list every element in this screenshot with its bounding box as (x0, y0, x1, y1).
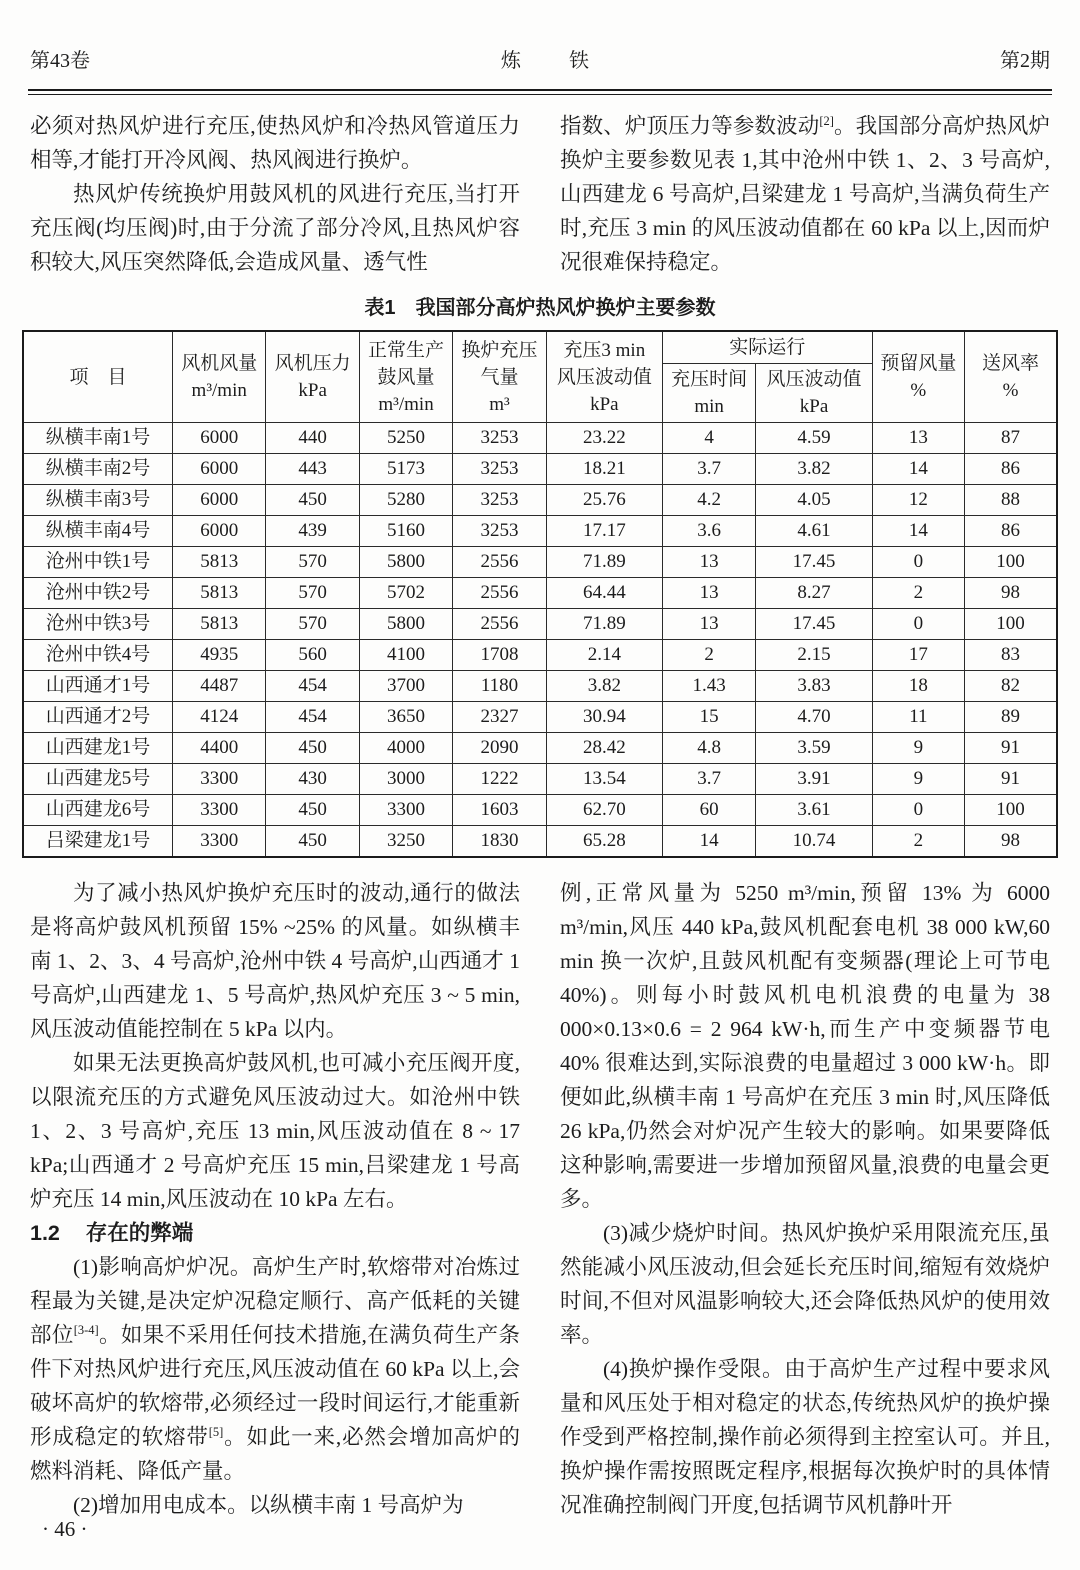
table-cell: 1180 (453, 671, 546, 702)
table-cell: 454 (266, 671, 359, 702)
table-cell: 443 (266, 454, 359, 485)
table-cell: 560 (266, 640, 359, 671)
table-cell: 3700 (359, 671, 452, 702)
table-cell: 5813 (173, 578, 266, 609)
column-header-fan-flow: 风机风量 m³/min (173, 331, 266, 423)
table-cell: 13 (662, 578, 755, 609)
row-label: 沧州中铁1号 (23, 547, 173, 578)
journal-title: 炼 铁 (501, 50, 603, 72)
column-header-actual-fluct: 风压波动值 kPa (756, 364, 872, 423)
table-cell: 440 (266, 423, 359, 454)
table-cell: 570 (266, 547, 359, 578)
table-cell: 2090 (453, 733, 546, 764)
table-cell: 13 (662, 547, 755, 578)
table-cell: 4487 (173, 671, 266, 702)
table-cell: 60 (662, 795, 755, 826)
table-cell: 2 (662, 640, 755, 671)
column-header-delivery-rate: 送风率 % (965, 331, 1057, 423)
table-cell: 1603 (453, 795, 546, 826)
table-row (23, 733, 1057, 764)
table-row (23, 454, 1057, 485)
table-cell: 439 (266, 516, 359, 547)
table-cell: 430 (266, 764, 359, 795)
paragraph: 如果无法更换高炉鼓风机,也可减小充压阀开度,以限流充压的方式避免风压波动过大。如沧州中铁 1、2、3 号高炉,充压 13 min,风压波动值在 8 ~ 17 kPa;山西通才 2 号高炉充压 15 min,吕梁建龙 1 号高炉充压 14 min,风压波动在 10 kPa 左右。 (30, 1051, 520, 1211)
row-label: 山西建龙1号 (23, 733, 173, 764)
paragraph: (1)影响高炉炉况。高炉生产时,软熔带对冶炼过程最为关键,是决定炉况稳定顺行、高产低耗的关键部位[3-4]。如果不采用任何技术措施,在满负荷生产条件下对热风炉进行充压,风压波动值在 60 kPa 以上,会破坏高炉的软熔带,必须经过一段时间运行,才能重新形成稳定的软熔带[5]。如此一来,必然会增加高炉的燃料消耗、降低产量。 (30, 1255, 520, 1483)
column-header-actual-time: 充压时间 min (662, 364, 755, 423)
row-label: 纵横丰南1号 (23, 423, 173, 454)
table-cell: 89 (965, 702, 1057, 733)
row-label: 沧州中铁4号 (23, 640, 173, 671)
table-body (23, 423, 1057, 858)
table-cell: 0 (872, 547, 964, 578)
table-cell: 5250 (359, 423, 452, 454)
table-cell: 3253 (453, 454, 546, 485)
row-label: 纵横丰南3号 (23, 485, 173, 516)
table-cell: 28.42 (546, 733, 662, 764)
table-cell: 4.2 (662, 485, 755, 516)
journal-running-head (0, 0, 1080, 79)
table-cell: 3.61 (756, 795, 872, 826)
table-cell: 2556 (453, 609, 546, 640)
table-cell: 10.74 (756, 826, 872, 858)
table-cell: 5813 (173, 609, 266, 640)
table-cell: 3650 (359, 702, 452, 733)
table-cell: 2.15 (756, 640, 872, 671)
table-cell: 4.05 (756, 485, 872, 516)
body-left-column (30, 876, 520, 1522)
column-header-fluct-3min: 充压3 min 风压波动值 kPa (546, 331, 662, 423)
table-cell: 570 (266, 609, 359, 640)
issue-label: 第2期 (1000, 50, 1050, 72)
table-cell: 1830 (453, 826, 546, 858)
table-header (23, 331, 1057, 423)
section-number: 1.2 (30, 1221, 60, 1245)
table-cell: 3300 (359, 795, 452, 826)
table-cell: 5160 (359, 516, 452, 547)
table-cell: 64.44 (546, 578, 662, 609)
table-cell: 18.21 (546, 454, 662, 485)
table-cell: 100 (965, 547, 1057, 578)
table-cell: 5800 (359, 609, 452, 640)
row-label: 山西通才1号 (23, 671, 173, 702)
table-cell: 3253 (453, 423, 546, 454)
table-cell: 6000 (173, 516, 266, 547)
intro-section (0, 109, 1080, 279)
table-cell: 4124 (173, 702, 266, 733)
body-right-column (560, 876, 1050, 1522)
table-row (23, 423, 1057, 454)
table-cell: 3000 (359, 764, 452, 795)
table-cell: 1708 (453, 640, 546, 671)
table-cell: 82 (965, 671, 1057, 702)
table-cell: 4000 (359, 733, 452, 764)
table-row (23, 578, 1057, 609)
table-cell: 3.59 (756, 733, 872, 764)
table-cell: 11 (872, 702, 964, 733)
body-section (0, 876, 1080, 1522)
table-cell: 25.76 (546, 485, 662, 516)
intro-left-column (30, 109, 520, 279)
table-cell: 5800 (359, 547, 452, 578)
table-cell: 17 (872, 640, 964, 671)
table-cell: 14 (872, 454, 964, 485)
table-row (23, 547, 1057, 578)
table-cell: 3.7 (662, 764, 755, 795)
table-cell: 9 (872, 733, 964, 764)
table-cell: 17.45 (756, 609, 872, 640)
section-heading (30, 1216, 520, 1250)
table-cell: 0 (872, 609, 964, 640)
paragraph: 必须对热风炉进行充压,使热风炉和冷热风管道压力相等,才能打开冷风阀、热风阀进行换炉。 (30, 114, 520, 172)
table-cell: 3300 (173, 826, 266, 858)
intro-right-column (560, 109, 1050, 279)
table-cell: 3253 (453, 485, 546, 516)
table-cell: 8.27 (756, 578, 872, 609)
paragraph: 为了减小热风炉换炉充压时的波动,通行的做法是将高炉鼓风机预留 15% ~25% 的风量。如纵横丰南 1、2、3、4 号高炉,沧州中铁 4 号高炉,山西通才 1 号高炉,山西建龙 1、5 号高炉,热风炉充压 3 ~ 5 min,风压波动值能控制在 5 kPa 以内。 (30, 881, 520, 1041)
table-cell: 3.82 (756, 454, 872, 485)
table-cell: 23.22 (546, 423, 662, 454)
table-cell: 3300 (173, 764, 266, 795)
table-cell: 4 (662, 423, 755, 454)
table-caption: 我国部分高炉热风炉换炉主要参数 (415, 297, 716, 319)
table-cell: 91 (965, 764, 1057, 795)
table-cell: 91 (965, 733, 1057, 764)
column-header-normal-flow: 正常生产 鼓风量 m³/min (359, 331, 452, 423)
table-cell: 17.17 (546, 516, 662, 547)
table-cell: 5813 (173, 547, 266, 578)
table-row (23, 702, 1057, 733)
table-cell: 4.59 (756, 423, 872, 454)
table-cell: 12 (872, 485, 964, 516)
column-header-fan-pressure: 风机压力 kPa (266, 331, 359, 423)
row-label: 纵横丰南4号 (23, 516, 173, 547)
table-row (23, 609, 1057, 640)
table-cell: 4400 (173, 733, 266, 764)
page-number: · 46 · (42, 1517, 88, 1541)
table-cell: 2556 (453, 547, 546, 578)
table-number: 表1 (364, 297, 396, 319)
table-row (23, 826, 1057, 858)
table-cell: 4.8 (662, 733, 755, 764)
table-cell: 98 (965, 826, 1057, 858)
table-cell: 100 (965, 609, 1057, 640)
table-cell: 4100 (359, 640, 452, 671)
row-label: 沧州中铁3号 (23, 609, 173, 640)
table-cell: 2 (872, 578, 964, 609)
table-cell: 570 (266, 578, 359, 609)
paragraph: 例,正常风量为 5250 m³/min,预留 13% 为 6000 m³/min,风压 440 kPa,鼓风机配套电机 38 000 kW,60 min 换一次炉,且鼓风机配有变频器(理论上可节电 40%)。则每小时鼓风机电机浪费的电量为 38 000×0.13×0.6 = 2 964 kW·h,而生产中变频器节电 40% 很难达到,实际浪费的电量超过 3 000 kW·h。即便如此,纵横丰南 1 号高炉在充压 3 min 时,风压降低 26 kPa,仍然会对炉况产生较大的影响。如果要降低这种影响,需要进一步增加预留风量,浪费的电量会更多。 (560, 881, 1050, 1211)
table-cell: 3.6 (662, 516, 755, 547)
table-cell: 71.89 (546, 547, 662, 578)
table-cell: 5280 (359, 485, 452, 516)
table-cell: 65.28 (546, 826, 662, 858)
column-group-actual-operation: 实际运行 (662, 331, 872, 364)
table-cell: 6000 (173, 485, 266, 516)
paragraph: (3)减少烧炉时间。热风炉换炉采用限流充压,虽然能减小风压波动,但会延长充压时间,缩短有效烧炉时间,不但对风温影响较大,还会降低热风炉的使用效率。 (560, 1221, 1050, 1347)
table-cell: 13 (662, 609, 755, 640)
table-cell: 6000 (173, 423, 266, 454)
table-cell: 14 (662, 826, 755, 858)
table-cell: 98 (965, 578, 1057, 609)
table-row (23, 671, 1057, 702)
table-row (23, 516, 1057, 547)
table-row (23, 640, 1057, 671)
table-cell: 3.91 (756, 764, 872, 795)
table-row (23, 764, 1057, 795)
table-cell: 3.7 (662, 454, 755, 485)
table-cell: 86 (965, 516, 1057, 547)
table-cell: 15 (662, 702, 755, 733)
header-rule (28, 89, 1052, 95)
table-cell: 71.89 (546, 609, 662, 640)
table-cell: 4935 (173, 640, 266, 671)
table-cell: 83 (965, 640, 1057, 671)
table-cell: 30.94 (546, 702, 662, 733)
table-cell: 450 (266, 733, 359, 764)
table-cell: 0 (872, 795, 964, 826)
row-label: 山西通才2号 (23, 702, 173, 733)
table-cell: 4.70 (756, 702, 872, 733)
table-cell: 17.45 (756, 547, 872, 578)
table-cell: 3250 (359, 826, 452, 858)
table-cell: 454 (266, 702, 359, 733)
table-cell: 13 (872, 423, 964, 454)
table-row (23, 485, 1057, 516)
table-cell: 1222 (453, 764, 546, 795)
table-cell: 1.43 (662, 671, 755, 702)
volume-label: 第43卷 (30, 50, 90, 72)
section-title: 存在的弊端 (85, 1221, 194, 1245)
paragraph: (2)增加用电成本。以纵横丰南 1 号高炉为 (73, 1493, 464, 1517)
row-label: 吕梁建龙1号 (23, 826, 173, 858)
table-cell: 88 (965, 485, 1057, 516)
paragraph: (4)换炉操作受限。由于高炉生产过程中要求风量和风压处于相对稳定的状态,传统热风炉的换炉操作受到严格控制,操作前必须得到主控室认可。并且,换炉操作需按照既定程序,根据每次换炉时的具体情况准确控制阀门开度,包括调节风机静叶开 (560, 1357, 1050, 1517)
table-cell: 2 (872, 826, 964, 858)
table-cell: 86 (965, 454, 1057, 485)
table-cell: 100 (965, 795, 1057, 826)
table-cell: 62.70 (546, 795, 662, 826)
row-label: 山西建龙6号 (23, 795, 173, 826)
row-label: 纵横丰南2号 (23, 454, 173, 485)
row-label: 山西建龙5号 (23, 764, 173, 795)
table-title (0, 291, 1080, 320)
table-cell: 2327 (453, 702, 546, 733)
table-cell: 2.14 (546, 640, 662, 671)
table-cell: 14 (872, 516, 964, 547)
table-cell: 4.61 (756, 516, 872, 547)
table-cell: 13.54 (546, 764, 662, 795)
table-cell: 3.82 (546, 671, 662, 702)
table-cell: 450 (266, 795, 359, 826)
column-header-item: 项 目 (23, 331, 173, 423)
table-row (23, 795, 1057, 826)
parameters-table (22, 330, 1058, 858)
table-cell: 5173 (359, 454, 452, 485)
table-cell: 450 (266, 826, 359, 858)
table-cell: 3253 (453, 516, 546, 547)
table-cell: 3300 (173, 795, 266, 826)
table-cell: 3.83 (756, 671, 872, 702)
table-cell: 450 (266, 485, 359, 516)
table-cell: 5702 (359, 578, 452, 609)
table-cell: 18 (872, 671, 964, 702)
paragraph: 指数、炉顶压力等参数波动[2]。我国部分高炉热风炉换炉主要参数见表 1,其中沧州中铁 1、2、3 号高炉,山西建龙 6 号高炉,吕梁建龙 1 号高炉,当满负荷生产时,充压 3 min 的风压波动值都在 60 kPa 以上,因而炉况很难保持稳定。 (560, 113, 1050, 274)
table-cell: 6000 (173, 454, 266, 485)
table-cell: 87 (965, 423, 1057, 454)
table-cell: 2556 (453, 578, 546, 609)
table-cell: 9 (872, 764, 964, 795)
row-label: 沧州中铁2号 (23, 578, 173, 609)
paragraph: 热风炉传统换炉用鼓风机的风进行充压,当打开充压阀(均压阀)时,由于分流了部分冷风,且热风炉容积较大,风压突然降低,会造成风量、透气性 (30, 182, 520, 274)
column-header-reserve: 预留风量 % (872, 331, 964, 423)
column-header-charge-volume: 换炉充压 气量 m³ (453, 331, 546, 423)
